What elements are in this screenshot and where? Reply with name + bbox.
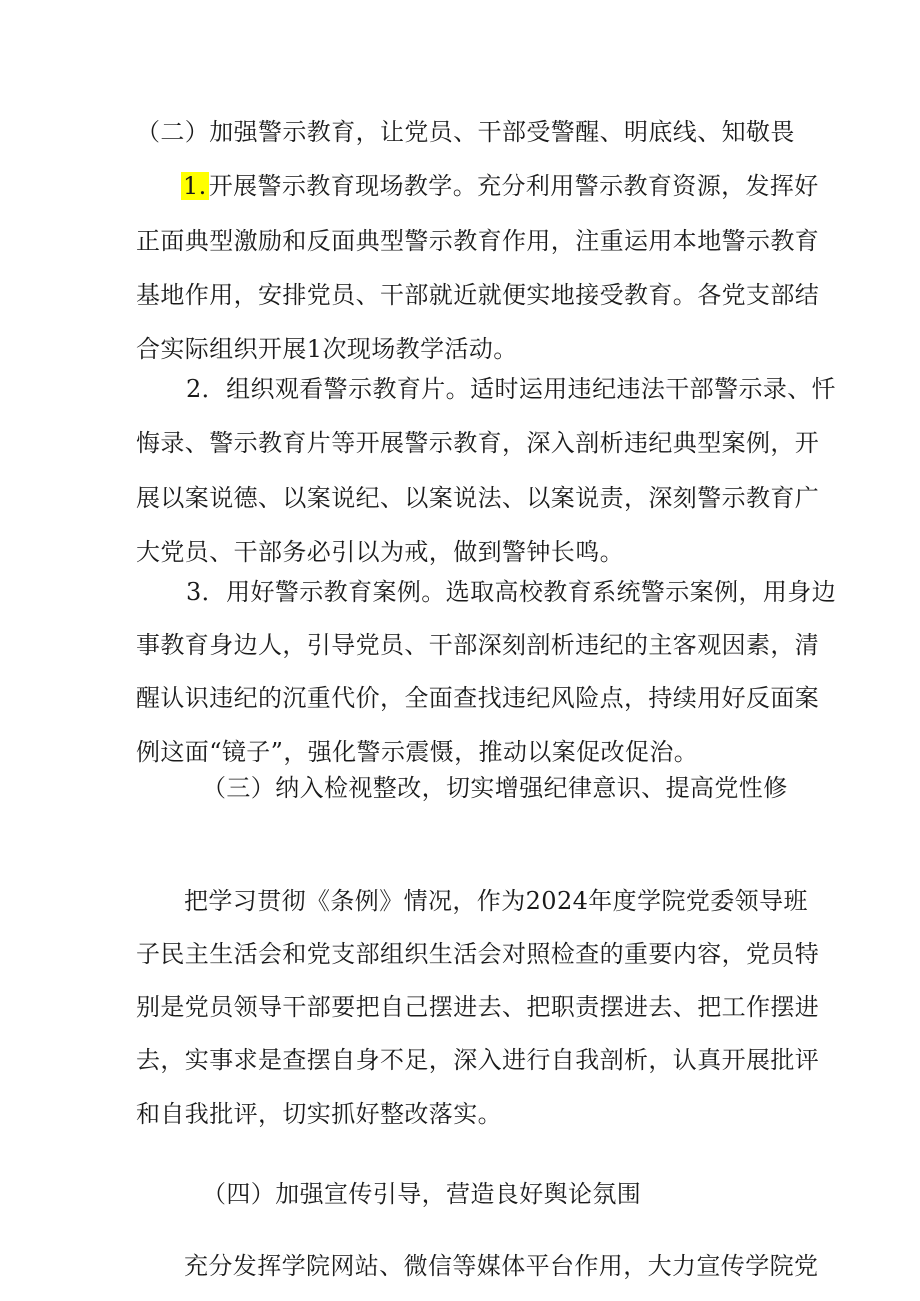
item-1-line-1 (0, 170, 920, 202)
section-3-line-1: 把学习贯彻《条例》情况，作为2024年度学院党委领导班 (184, 887, 808, 915)
item-1-text: 开展警示教育现场教学。充分利用警示教育资源，发挥好 (208, 172, 819, 200)
section-3-line-2: 子民主生活会和党支部组织生活会对照检查的重要内容，党员特 (136, 940, 820, 968)
section-4-line-1: 充分发挥学院网站、微信等媒体平台作用，大力宣传学院党 (184, 1252, 819, 1280)
section-heading-3: （三）纳入检视整改，切实增强纪律意识、提高党性修 (202, 774, 788, 802)
item-2-line-3: 展以案说德、以案说纪、以案说法、以案说责，深刻警示教育广 (136, 484, 820, 512)
item-3-line-3: 醒认识违纪的沉重代价，全面查找违纪风险点，持续用好反面案 (136, 684, 820, 712)
item-3-line-4: 例这面“镜子”，强化警示震慑，推动以案促改促治。 (136, 738, 699, 766)
section-3-line-4: 去，实事求是查摆自身不足，深入进行自我剖析，认真开展批评 (136, 1046, 820, 1074)
item-1-line-3: 基地作用，安排党员、干部就近就便实地接受教育。各党支部结 (136, 281, 820, 309)
item-2-line-2: 悔录、警示教育片等开展警示教育，深入剖析违纪典型案例，开 (136, 429, 820, 457)
item-3-line-1: 3．用好警示教育案例。选取高校教育系统警示案例，用身边 (186, 578, 837, 606)
section-heading-4: （四）加强宣传引导，营造良好舆论氛围 (202, 1180, 642, 1208)
section-heading-2: （二）加强警示教育，让党员、干部受警醒、明底线、知敬畏 (136, 118, 795, 146)
item-number-highlight: 1. (183, 172, 207, 200)
item-3-line-2: 事教育身边人，引导党员、干部深刻剖析违纪的主客观因素，清 (136, 631, 820, 659)
section-3-line-5: 和自我批评，切实抓好整改落实。 (136, 1100, 502, 1128)
item-2-line-1: 2．组织观看警示教育片。适时运用违纪违法干部警示录、忏 (186, 375, 837, 403)
item-1-line-2: 正面典型激励和反面典型警示教育作用，注重运用本地警示教育 (136, 227, 820, 255)
item-1-line-4: 合实际组织开展1次现场教学活动。 (136, 335, 518, 363)
item-2-line-4: 大党员、干部务必引以为戒，做到警钟长鸣。 (136, 538, 624, 566)
section-3-line-3: 别是党员领导干部要把自己摆进去、把职责摆进去、把工作摆进 (136, 993, 820, 1021)
